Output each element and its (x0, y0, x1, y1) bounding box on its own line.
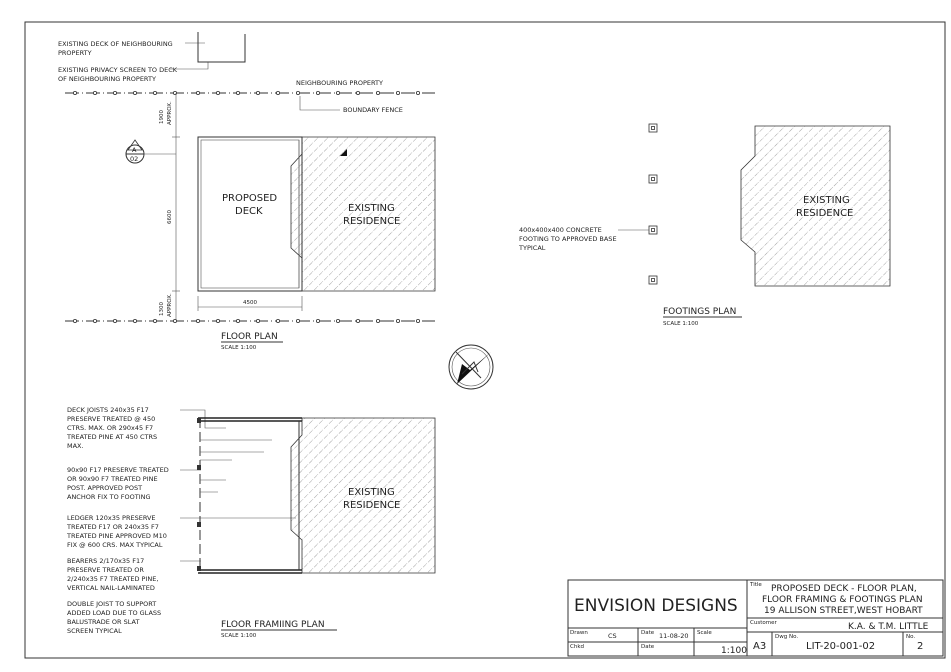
note-neighbouring-property: NEIGHBOURING PROPERTY (296, 79, 383, 87)
neighbour-deck-outline (198, 32, 245, 62)
note-existing-deck-2: PROPERTY (58, 49, 92, 57)
drawing-title-1: PROPOSED DECK - FLOOR PLAN, (771, 584, 917, 594)
date-label: Date (641, 630, 655, 636)
dwg-no-label: Dwg No. (775, 634, 799, 640)
section-marker (126, 140, 176, 163)
footings-residence-label-1: EXISTING (803, 195, 850, 206)
footings-residence-label-2: RESIDENCE (796, 208, 854, 219)
date-value: 11-08-20 (659, 632, 689, 640)
note-ledger-2: TREATED F17 OR 240x35 F7 (67, 523, 159, 531)
note-bearers-4: VERTICAL NAIL-LAMINATED (67, 584, 155, 592)
note-posts-4: ANCHOR FIX TO FOOTING (67, 493, 151, 501)
drawn-label: Drawn (570, 630, 588, 636)
framing-outline (197, 418, 302, 573)
note-deck-joists-3: CTRS. MAX. OR 290x45 F7 (67, 424, 154, 432)
drawn-value: CS (608, 632, 617, 640)
note-posts-1: 90x90 F17 PRESERVE TREATED (67, 466, 169, 474)
note-double-joist-2: ADDED LOAD DUE TO GLASS (67, 609, 162, 617)
dim-top-approx: APPROX. (167, 101, 173, 125)
footing-note-2: FOOTING TO APPROVED BASE (519, 235, 617, 243)
title-block (568, 580, 943, 656)
framing-plan-scale: SCALE 1:100 (221, 633, 257, 639)
company-name: ENVISION DESIGNS (574, 596, 738, 616)
note-boundary-fence: BOUNDARY FENCE (343, 106, 403, 114)
note-ledger-3: TREATED PINE APPROVED M10 (67, 532, 167, 540)
proposed-deck-label-1: PROPOSED (222, 193, 278, 204)
section-letter: A (132, 146, 137, 154)
existing-residence-floor (291, 137, 435, 291)
note-deck-joists-1: DECK JOISTS 240x35 F17 (67, 406, 149, 414)
dim-side-6600: 6600 (167, 210, 173, 224)
floor-plan-title: FLOOR PLAN (221, 332, 278, 342)
framing-residence-label-1: EXISTING (348, 487, 395, 498)
note-posts-2: OR 90x90 F7 TREATED PINE (67, 475, 158, 483)
framing-residence-label-2: RESIDENCE (343, 500, 401, 511)
note-bearers-1: BEARERS 2/170x35 F17 (67, 557, 145, 565)
title-label: Title (750, 582, 762, 588)
note-bearers-3: 2/240x35 F7 TREATED PINE, (67, 575, 159, 583)
note-privacy-screen-1: EXISTING PRIVACY SCREEN TO DECK (58, 66, 178, 74)
floor-plan-scale: SCALE 1:100 (221, 345, 257, 351)
footing-note-1: 400x400x400 CONCRETE (519, 226, 602, 234)
note-double-joist-4: SCREEN TYPICAL (67, 627, 122, 635)
dim-top-1900: 1900 (159, 110, 165, 124)
footings-plan (518, 124, 890, 327)
drawing-title-2: FLOOR FRAMING & FOOTINGS PLAN (762, 595, 923, 605)
note-ledger-4: FIX @ 600 CRS. MAX TYPICAL (67, 541, 163, 549)
footing-markers (649, 124, 657, 284)
rev-label: No. (906, 634, 916, 640)
note-deck-joists-5: MAX. (67, 442, 84, 450)
existing-residence-label-2: RESIDENCE (343, 216, 401, 227)
note-existing-deck-1: EXISTING DECK OF NEIGHBOURING (58, 40, 173, 48)
note-bearers-2: PRESERVE TREATED OR (67, 566, 144, 574)
note-ledger-1: LEDGER 120x35 PRESERVE (67, 514, 156, 522)
floor-plan (58, 32, 435, 351)
north-arrow-icon (449, 345, 493, 389)
dim-bottom-approx: APPROX. (167, 293, 173, 317)
scale-label: Scale (697, 630, 712, 636)
note-deck-joists-2: PRESERVE TREATED @ 450 (67, 415, 156, 423)
note-privacy-screen-2: OF NEIGHBOURING PROPERTY (58, 75, 156, 83)
section-number: 02 (130, 155, 139, 163)
rev-value: 2 (917, 641, 924, 652)
customer-label: Customer (750, 620, 777, 626)
scale-value: 1:100 (721, 646, 747, 656)
note-double-joist-1: DOUBLE JOIST TO SUPPORT (67, 600, 157, 608)
proposed-deck-label-2: DECK (235, 206, 263, 217)
footing-note-3: TYPICAL (519, 244, 546, 252)
framing-plan (66, 406, 435, 639)
note-posts-3: POST. APPROVED POST (67, 484, 143, 492)
footings-plan-title: FOOTINGS PLAN (663, 307, 737, 317)
dim-bottom-1300: 1300 (159, 302, 165, 316)
existing-residence-footings (741, 126, 890, 286)
checked-date-label: Date (641, 644, 655, 650)
note-deck-joists-4: TREATED PINE AT 450 CTRS (67, 433, 158, 441)
sheet-size: A3 (753, 641, 767, 652)
framing-plan-title: FLOOR FRAMIING PLAN (221, 620, 325, 630)
dim-width-4500: 4500 (243, 300, 257, 306)
footings-plan-scale: SCALE 1:100 (663, 321, 699, 327)
dwg-no: LIT-20-001-02 (806, 641, 876, 652)
customer-name: K.A. & T.M. LITTLE (848, 622, 929, 632)
note-double-joist-3: BALUSTRADE OR SLAT (67, 618, 140, 626)
existing-residence-label-1: EXISTING (348, 203, 395, 214)
drawing-title-3: 19 ALLISON STREET,WEST HOBART (764, 606, 923, 616)
checked-label: Chkd (570, 644, 585, 650)
